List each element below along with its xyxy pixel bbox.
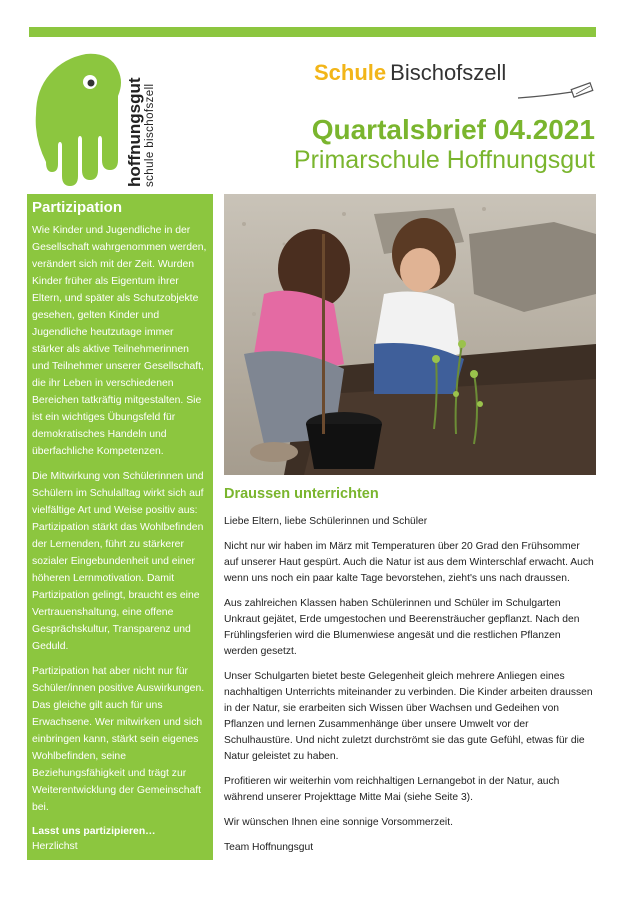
garden-photo <box>224 194 596 475</box>
article-paragraph: Wir wünschen Ihnen eine sonnige Vorsommerzeit. <box>224 817 453 828</box>
signature-icon <box>34 858 144 884</box>
sidebar-paragraph: Partizipation hat aber nicht nur für Schüler/innen positive Auswirkungen. Das gleiche gilt auch für uns Erwachsene. Wer mitwirken und sich einbringen kann, stärkt sein eigenes Wohlbefinden, seine Beziehungsfähigkeit und trägt zur Weiterentwicklung der Gemeinschaft bei. <box>32 666 205 813</box>
sidebar-participation <box>27 194 213 898</box>
signer-name: Michael Knechtle, Schulleiter <box>32 887 166 898</box>
school-name <box>314 60 506 86</box>
article-paragraph: Unser Schulgarten bietet beste Gelegenheit gleich mehrere Anliegen eines nachhaltigen Unterrichts miteinander zu verbinden. Die Kinder arbeiten draussen in der Natur, sie erarbeiten sich Wissen über Wachsen und Gedeihen von Pflanzen und lernen Zusammenhänge über unsere Umwelt vor der Schulhaustüre. Und nicht zuletzt durchströmt sie das gute Gefühl, etwas für die Natur geleistet zu haben. <box>224 671 593 762</box>
school-name-bold: Schule <box>314 60 387 85</box>
logo-subtitle: schule bischofszell <box>144 83 156 187</box>
sidebar-paragraph: Wie Kinder und Jugendliche in der Gesellschaft wahrgenommen werden, verändert sich mit der Zeit. Wurden Kinder früher als Eigentum ihrer Eltern, und später als Schutzobjekte gesehen, gelten Kinder und Jugendliche heutzutage immer stärker als aktive Teilnehmerinnen und Teilnehmer unserer Gesellschaft, die ihr Leben in verschiedenen Bereichen tatkräftig mitgestalten. Sie ist ein wichtiges Übungsfeld für demokratisches Handeln und überfachliche Kompetenzen. <box>32 225 207 457</box>
article-paragraph: Aus zahlreichen Klassen haben Schülerinnen und Schüler im Schulgarten Unkraut gejätet, Erde umgestochen und Beerensträucher gepflanzt. Nach den Frühlingsferien wird die Blumenwiese angesät und die restlichen Pflanzen werden gesetzt. <box>224 598 580 657</box>
school-name-rest: Bischofszell <box>390 60 507 85</box>
article-paragraph: Liebe Eltern, liebe Schülerinnen und Schüler <box>224 516 428 527</box>
article-paragraph: Team Hoffnungsgut <box>224 842 314 853</box>
newsletter-title: Quartalsbrief 04.2021 <box>311 114 595 145</box>
pencil-icon <box>516 82 596 102</box>
children-gardening-image <box>224 194 596 475</box>
article-paragraph: Nicht nur wir haben im März mit Temperaturen über 20 Grad den Frühsommer auf unserer Haut gespürt. Auch die Natur ist aus dem Winterschlaf erwacht. Auch wenn uns noch ein paar kalte Tage bevorstehen, zieht's uns nach draussen. <box>224 541 594 584</box>
logo-word: hoffnungsgut <box>125 77 144 187</box>
logo-text <box>126 45 166 187</box>
article-paragraph: Profitieren wir weiterhin vom reichhaltigen Lernangebot in der Natur, auch während unserer Projekttage Mitte Mai (siehe Seite 3). <box>224 776 560 803</box>
newsletter-subtitle: Primarschule Hoffnungsgut <box>293 146 595 174</box>
sidebar-heading: Partizipation <box>32 199 123 216</box>
top-accent-bar <box>29 27 596 37</box>
sidebar-closing-bold: Lasst uns partizipieren… <box>32 826 156 837</box>
article-draussen-unterrichten <box>224 486 596 865</box>
sidebar-greeting: Herzlichst <box>32 841 78 852</box>
article-heading: Draussen unterrichten <box>224 486 379 502</box>
sidebar-paragraph: Die Mitwirkung von Schülerinnen und Schülern im Schulalltag wirkt sich auf vielfältige Art und Weise positiv aus: Partizipation stärkt das Wohlbefinden der Lernenden, führt zu stärkerer sozialer Eingebundenheit und einer höheren Lernmotivation. Damit Partizipation gelingt, braucht es eine Vertrauenshaltung, eine offene Gesprächskultur, Transparenz und Geduld. <box>32 471 204 652</box>
